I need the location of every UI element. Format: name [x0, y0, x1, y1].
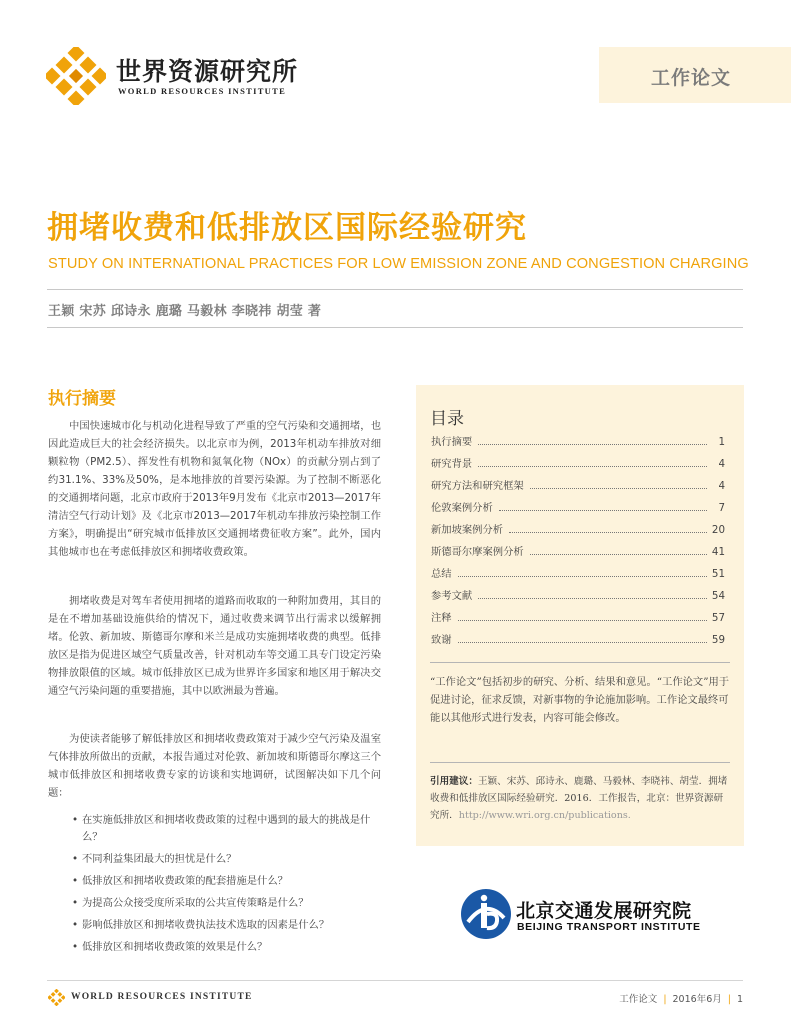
toc-title: 目录	[430, 409, 464, 429]
list-item: • 低排放区和拥堵收费政策的效果是什么？	[72, 941, 268, 953]
org-name-cn: 世界资源研究所	[116, 57, 299, 86]
title-cn: 拥堵收费和低排放区国际经验研究	[47, 210, 527, 246]
question-list	[50, 812, 390, 961]
footer-meta: 工作论文 | 2016年6月 | 1	[619, 994, 743, 1005]
divider	[430, 762, 730, 763]
toc-item[interactable]: 伦敦案例分析 7	[431, 502, 725, 514]
list-item: • 影响低排放区和拥堵收费执法技术选取的因素是什么？	[72, 919, 330, 931]
wri-small-logo-icon	[48, 989, 65, 1006]
bti-logo-icon	[460, 888, 512, 940]
list-item: • 低排放区和拥堵收费政策的配套措施是什么？	[72, 875, 288, 887]
toc-item[interactable]: 参考文献 54	[431, 590, 725, 602]
toc-item[interactable]: 斯德哥尔摩案例分析 41	[431, 546, 725, 558]
toc-item[interactable]: 研究方法和研究框架 4	[431, 480, 725, 492]
partner-name-cn: 北京交通发展研究院	[516, 900, 692, 922]
divider	[47, 327, 743, 328]
toc-item[interactable]: 总结 51	[431, 568, 725, 580]
wri-logo-icon	[46, 47, 106, 105]
title-en: STUDY ON INTERNATIONAL PRACTICES FOR LOW EMISSION ZONE AND CONGESTION CHARGING	[48, 256, 749, 272]
summary-paragraph: 拥堵收费是对驾车者使用拥堵的道路而收取的一种附加费用，其目的是在不增加基础设施供给的情况下，通过收费来调节出行需求以缓解拥堵。伦敦、新加坡、斯德哥尔摩和米兰是成功实施拥堵收费的典型。低排放区是指为促进区域空气质量改善，针对机动车等交通工具专门设定污染物排放限值的区域。城市低排放区已成为世界许多国家和地区用于解决交通空气污染问题的重要措施，其中以欧洲最为普遍。	[48, 595, 381, 697]
toc-item[interactable]: 新加坡案例分析 20	[431, 524, 725, 536]
footer-date: 2016年6月	[672, 994, 722, 1005]
page-number: 1	[736, 994, 743, 1005]
list-item: • 不同利益集团最大的担忧是什么？	[72, 853, 237, 865]
toc-item[interactable]: 致谢 59	[431, 634, 725, 646]
toc-item[interactable]: 研究背景 4	[431, 458, 725, 470]
working-paper-note: “工作论文”包括初步的研究、分析、结果和意见。“工作论文”用于促进讨论，征求反馈，对新事物的争论施加影响。工作论文最终可能以其他形式进行发表，内容可能会修改。	[430, 676, 730, 724]
footer-org: WORLD RESOURCES INSTITUTE	[71, 992, 253, 1002]
authors: 王颖 宋苏 邱诗永 鹿璐 马毅林 李晓祎 胡莹 著	[48, 304, 322, 319]
toc-item[interactable]: 执行摘要 1	[431, 436, 725, 448]
citation-link[interactable]: http://www.wri.org.cn/publications.	[458, 810, 631, 821]
divider	[47, 289, 743, 290]
citation: 引用建议：王颖、宋苏、邱诗永、鹿璐、马毅林、李晓祎、胡莹．拥堵收费和低排放区国际经验研究．2016．工作报告，北京：世界资源研究所．http://www.wri.org.cn/publications.	[430, 776, 728, 821]
summary-paragraph: 为使读者能够了解低排放区和拥堵收费政策对于减少空气污染及温室气体排放所做出的贡献，本报告通过对伦敦、新加坡和斯德哥尔摩这三个城市低排放区和拥堵收费专家的访谈和实地调研，试图解决如下几个问题：	[48, 733, 381, 799]
list-item: • 在实施低排放区和拥堵收费政策的过程中遇到的最大的挑战是什么？	[72, 814, 371, 843]
section-heading: 执行摘要	[48, 389, 116, 409]
footer-doc-type: 工作论文	[619, 994, 658, 1005]
list-item: • 为提高公众接受度所采取的公共宣传策略是什么？	[72, 897, 309, 909]
divider	[47, 980, 743, 981]
doc-type-label: 工作论文	[651, 67, 732, 89]
toc-item[interactable]: 注释 57	[431, 612, 725, 624]
org-name-en: WORLD RESOURCES INSTITUTE	[118, 86, 287, 96]
divider	[430, 662, 730, 663]
table-of-contents	[431, 433, 725, 653]
partner-name-en: BEIJING TRANSPORT INSTITUTE	[517, 921, 701, 933]
summary-paragraph: 中国快速城市化与机动化进程导致了严重的空气污染和交通拥堵，也因此造成巨大的社会经济损失。以北京市为例，2013年机动车排放对细颗粒物（PM2.5）、挥发性有机物和氮氧化物（NOx）的贡献分别占到了约31.1%、33%及50%，是本地排放的首要污染源。为了控制不断恶化的交通拥堵问题，北京市政府于2013年9月发布《北京市2013—2017年清洁空气行动计划》及《北京市2013—2017年机动车排放污染控制工作方案》，明确提出“研究城市低排放区交通拥堵费征收方案”。此外，国内其他城市也在考虑低排放区和拥堵收费政策。	[48, 420, 381, 558]
